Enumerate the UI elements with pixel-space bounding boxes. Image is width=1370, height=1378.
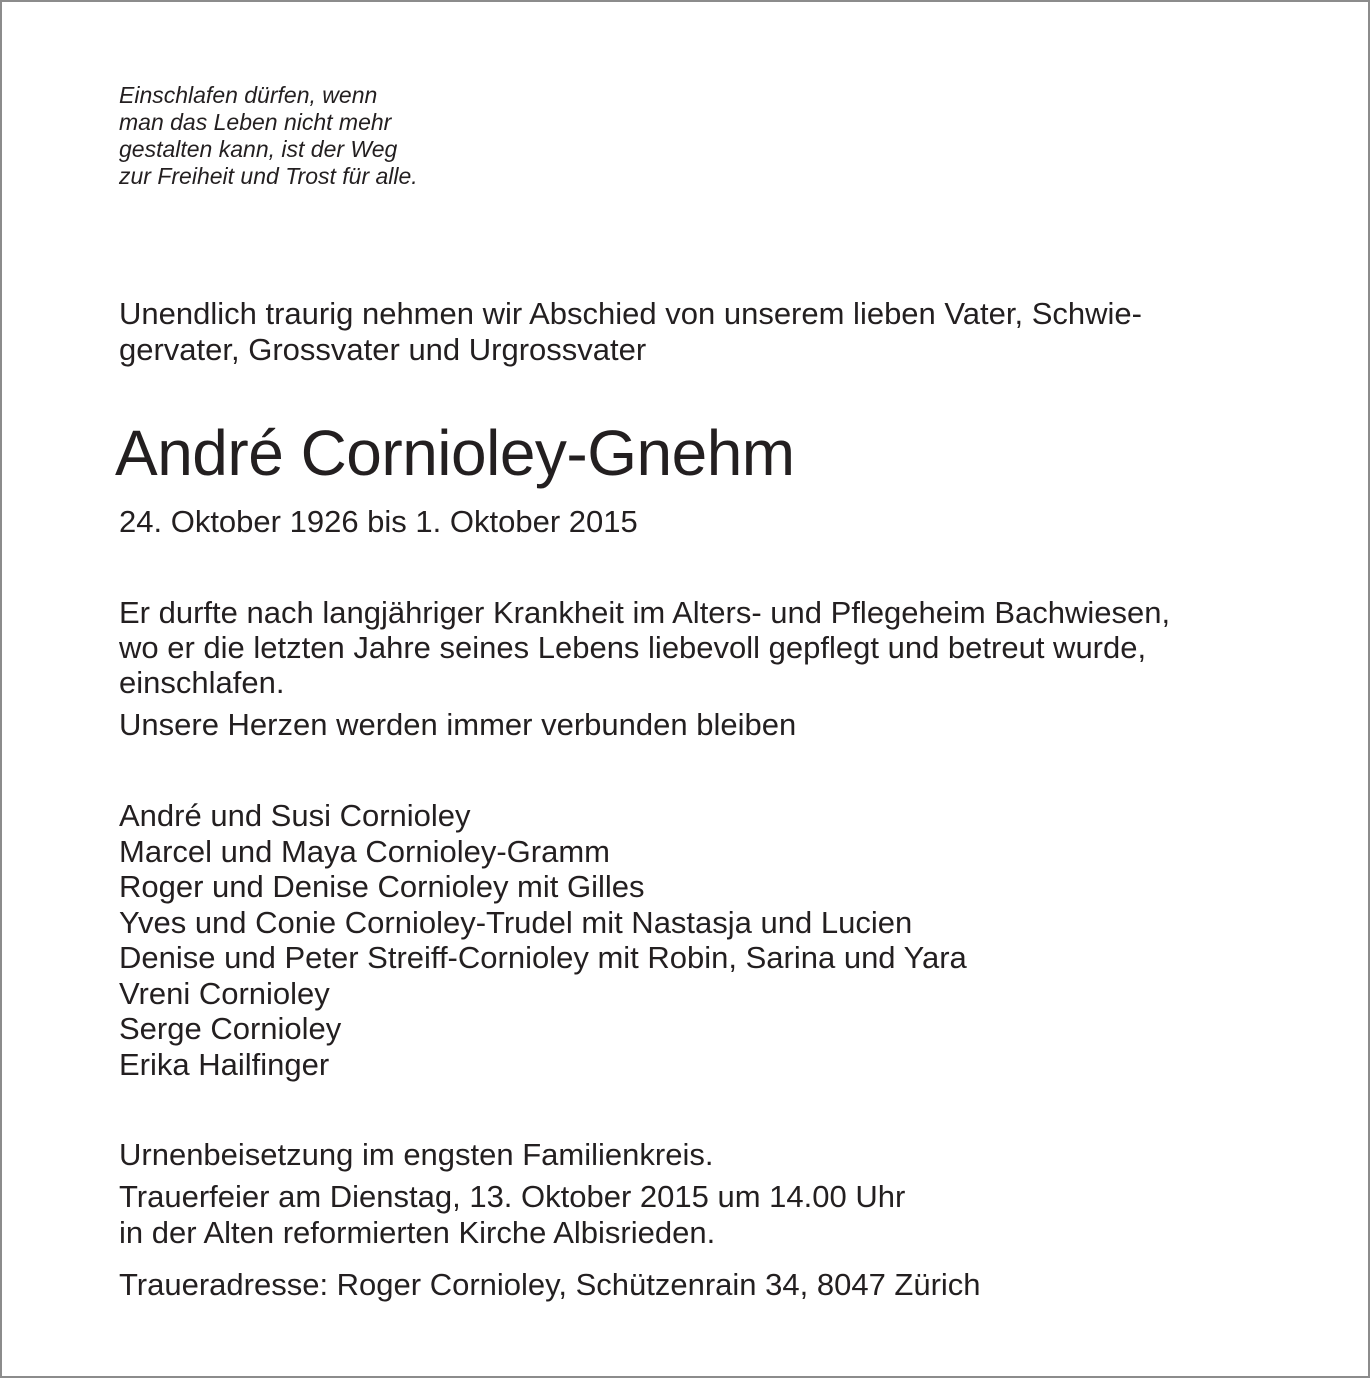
family-member: Denise und Peter Streiff-Cornioley mit Robin, Sarina und Yara: [119, 940, 967, 975]
family-list: [119, 798, 967, 1082]
message-line: wo er die letzten Jahre seines Lebens liebevoll gepflegt und betreut wurde,: [119, 630, 1147, 665]
motto-line: gestalten kann, ist der Weg: [119, 136, 398, 162]
family-member: Vreni Cornioley: [119, 975, 330, 1011]
life-dates: 24. Oktober 1926 bis 1. Oktober 2015: [119, 504, 638, 539]
closing-line: Unsere Herzen werden immer verbunden bleiben: [119, 707, 797, 742]
motto-line: man das Leben nicht mehr: [119, 109, 392, 135]
burial-note: Urnenbeisetzung im engsten Familienkreis.: [119, 1137, 714, 1172]
family-member: André und Susi Cornioley: [119, 798, 471, 833]
service-details: [119, 1179, 905, 1251]
family-member: Yves und Conie Cornioley-Trudel mit Nastasja und Lucien: [119, 904, 913, 940]
service-line: Trauerfeier am Dienstag, 13. Oktober 2015 um 14.00 Uhr: [119, 1179, 906, 1214]
message-line: Er durfte nach langjähriger Krankheit im Alters- und Pflegeheim Bachwiesen,: [119, 595, 1171, 630]
family-member: Serge Cornioley: [119, 1011, 342, 1046]
family-member: Erika Hailfinger: [119, 1046, 330, 1082]
motto-line: Einschlafen dürfen, wenn: [119, 82, 378, 108]
mourning-address: Traueradresse: Roger Cornioley, Schützenrain 34, 8047 Zürich: [119, 1267, 981, 1302]
deceased-name: André Cornioley-Gnehm: [115, 417, 795, 489]
intro-line: gervater, Grossvater und Urgrossvater: [119, 332, 647, 367]
message-line: einschlafen.: [119, 665, 285, 700]
family-member: Roger und Denise Cornioley mit Gilles: [119, 869, 645, 904]
service-line: in der Alten reformierten Kirche Albisrieden.: [119, 1215, 716, 1250]
family-member: Marcel und Maya Cornioley-Gramm: [119, 833, 610, 869]
message-text: [119, 595, 1170, 700]
intro-line: Unendlich traurig nehmen wir Abschied von unserem lieben Vater, Schwie-: [119, 296, 1142, 331]
intro-text: [119, 296, 1142, 368]
motto-line: zur Freiheit und Trost für alle.: [119, 163, 418, 189]
motto-quote: [119, 82, 418, 190]
